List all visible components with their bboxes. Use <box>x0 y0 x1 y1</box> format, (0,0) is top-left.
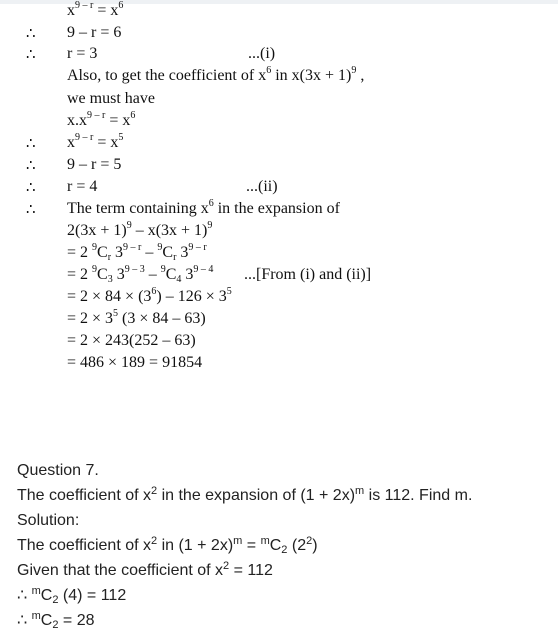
text-run: C <box>40 587 53 604</box>
subscript: r <box>107 252 112 263</box>
subscript: r <box>173 252 177 263</box>
superscript: 6 <box>130 110 136 121</box>
text-run: Given that the coefficient of x <box>17 562 224 579</box>
text-run: 9 – r = 5 <box>67 156 122 173</box>
text-run: = x <box>105 112 131 129</box>
scan-line <box>0 244 558 266</box>
equation-reference: ...(i) <box>248 45 276 62</box>
superscript: 9 – r <box>75 0 94 11</box>
equation-text <box>67 332 196 350</box>
text-run: Question 7. <box>17 462 99 479</box>
text-line <box>17 583 552 608</box>
text-run: C <box>40 612 53 629</box>
scan-line <box>0 354 558 376</box>
equation-text <box>67 45 97 63</box>
text-run: = <box>242 537 261 554</box>
superscript: 5 <box>118 132 124 143</box>
text-run: (3 × 84 – 63) <box>118 310 206 327</box>
subscript: 3 <box>107 274 113 285</box>
scan-line <box>0 266 558 288</box>
superscript: 2 <box>151 485 158 497</box>
text-run: – <box>144 266 161 283</box>
web-lines <box>17 458 552 633</box>
equation-text <box>67 67 364 85</box>
equation-text <box>67 310 206 328</box>
text-run: – <box>141 244 158 261</box>
text-run: 3 <box>111 244 124 261</box>
subscript: 4 <box>176 274 182 285</box>
superscript: 9 – r <box>75 132 94 143</box>
superscript: 6 <box>118 0 124 11</box>
text-line <box>17 458 552 483</box>
text-run: = 2 × 243(252 – 63) <box>67 332 196 349</box>
text-run: in the expansion of <box>213 200 340 217</box>
superscript: m <box>31 610 41 622</box>
text-line <box>17 533 552 558</box>
solution-text <box>17 458 552 633</box>
scan-line <box>0 2 558 24</box>
superscript: 9 <box>92 242 98 253</box>
text-run: (4) = 112 <box>58 587 127 604</box>
text-line <box>17 608 552 633</box>
superscript: 9 – 4 <box>193 264 214 275</box>
superscript: 9 – r <box>87 110 106 121</box>
scan-line <box>0 178 558 200</box>
equation-text <box>67 178 97 196</box>
equation-text <box>67 24 121 42</box>
text-run: C <box>165 266 177 283</box>
superscript: 6 <box>208 198 214 209</box>
text-run: , <box>356 67 365 84</box>
equation-text <box>67 354 202 372</box>
text-run: (2 <box>287 537 307 554</box>
equation-text <box>67 266 213 284</box>
text-run: The coefficient of x <box>17 487 151 504</box>
therefore-symbol: ∴ <box>26 26 36 42</box>
text-run: C <box>269 537 282 554</box>
text-run: = 2 <box>67 244 93 261</box>
scan-line <box>0 90 558 112</box>
subscript: 2 <box>52 619 59 631</box>
text-run: is 112. Find m. <box>364 487 473 504</box>
text-run: x <box>67 134 75 151</box>
text-run: = 112 <box>229 562 273 579</box>
subscript: 2 <box>52 594 59 606</box>
superscript: 9 <box>207 220 213 231</box>
superscript: 9 <box>92 264 98 275</box>
equation-text <box>67 134 123 152</box>
therefore-symbol: ∴ <box>26 180 36 196</box>
equation-text <box>67 222 212 240</box>
superscript: 9 <box>351 65 357 76</box>
text-run: r = 4 <box>67 178 98 195</box>
text-run: 3 <box>176 244 189 261</box>
text-run: in (1 + 2x) <box>157 537 234 554</box>
superscript: 2 <box>306 535 313 547</box>
superscript: 5 <box>113 308 119 319</box>
text-run: r = 3 <box>67 45 98 62</box>
text-run: in the expansion of (1 + 2x) <box>157 487 356 504</box>
text-run: x <box>67 2 75 19</box>
superscript: m <box>31 585 41 597</box>
text-run: we must have <box>67 90 155 107</box>
equation-text <box>67 288 232 306</box>
text-line <box>17 558 552 583</box>
superscript: 9 <box>157 242 163 253</box>
text-run: Also, to get the coefficient of x <box>67 67 267 84</box>
superscript: 6 <box>266 65 272 76</box>
subscript: 2 <box>281 544 288 556</box>
equation-text <box>67 90 155 108</box>
text-run: The term containing x <box>67 200 209 217</box>
text-run: 2(3x + 1) <box>67 222 127 239</box>
scan-line <box>0 288 558 310</box>
equation-text <box>67 244 207 262</box>
text-line <box>17 483 552 508</box>
superscript: 9 – r <box>123 242 142 253</box>
equation-text <box>67 156 121 174</box>
equation-text <box>67 112 135 130</box>
text-run: = 2 <box>67 266 93 283</box>
scan-line <box>0 24 558 46</box>
text-run: = x <box>93 134 119 151</box>
equation-text <box>67 200 340 218</box>
superscript: m <box>233 535 243 547</box>
equation-text <box>67 2 123 20</box>
scan-line <box>0 45 558 67</box>
therefore-symbol: ∴ <box>26 158 36 174</box>
superscript: m <box>260 535 270 547</box>
text-run: C <box>97 244 108 261</box>
text-run: 9 – r = 6 <box>67 24 122 41</box>
superscript: 2 <box>223 560 230 572</box>
text-line <box>17 508 552 533</box>
equation-reference: ...[From (i) and (ii)] <box>244 266 372 283</box>
superscript: 9 <box>126 220 132 231</box>
equation-reference: ...(ii) <box>246 178 278 195</box>
text-run: ) <box>312 537 318 554</box>
therefore-symbol: ∴ <box>26 136 36 152</box>
scan-line <box>0 156 558 178</box>
superscript: 5 <box>226 286 232 297</box>
superscript: 9 – 3 <box>124 264 145 275</box>
superscript: 9 <box>160 264 166 275</box>
text-run: = 486 × 189 = 91854 <box>67 354 203 371</box>
text-run: C <box>97 266 108 283</box>
text-run: in x(3x + 1) <box>271 67 352 84</box>
text-run: 3 <box>181 266 194 283</box>
scan-line <box>0 222 558 244</box>
text-run: Solution: <box>17 512 80 529</box>
text-run: The coefficient of x <box>17 537 151 554</box>
scan-line <box>0 112 558 134</box>
text-run: ) – 126 × 3 <box>156 288 227 305</box>
text-run: = x <box>93 2 119 19</box>
therefore-symbol: ∴ <box>26 47 36 63</box>
text-run: = 28 <box>58 612 95 629</box>
scan-line <box>0 134 558 156</box>
superscript: 2 <box>151 535 158 547</box>
text-run: ∴ <box>17 612 32 629</box>
text-run: = 2 × 84 × (3 <box>67 288 152 305</box>
superscript: m <box>355 485 365 497</box>
superscript: 9 – r <box>188 242 207 253</box>
superscript: 6 <box>151 286 157 297</box>
text-run: = 2 × 3 <box>67 310 114 327</box>
text-run: C <box>162 244 174 261</box>
scan-line <box>0 67 558 89</box>
scan-line <box>0 200 558 222</box>
text-run: x.x <box>67 112 87 129</box>
text-run: 3 <box>112 266 125 283</box>
text-run: – x(3x + 1) <box>131 222 208 239</box>
scan-line <box>0 310 558 332</box>
therefore-symbol: ∴ <box>26 202 36 218</box>
scan-line <box>0 332 558 354</box>
text-run: ∴ <box>17 587 32 604</box>
